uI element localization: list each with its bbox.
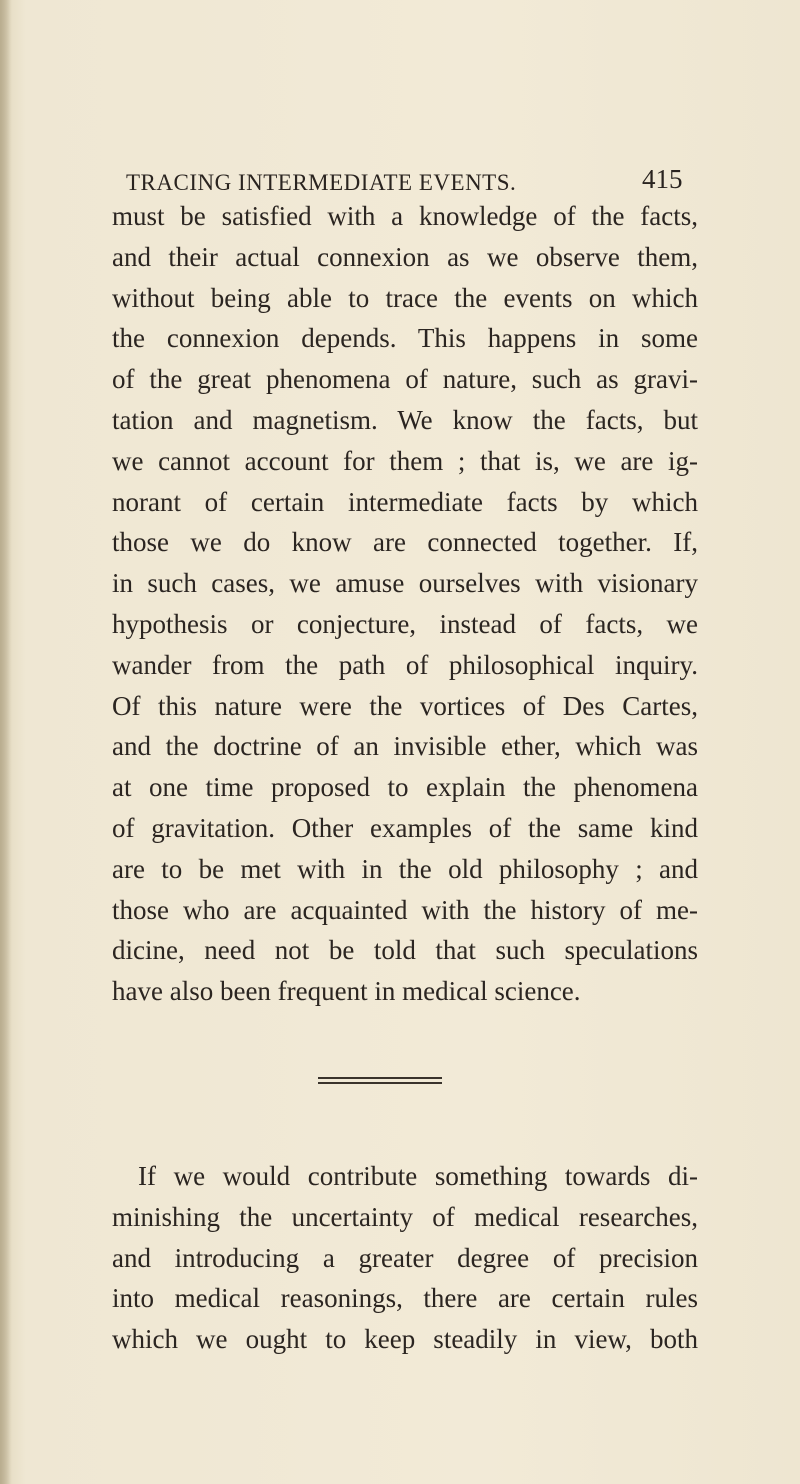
text-line: the connexion depends. This happens in some [112,323,698,354]
text-line: which we ought to keep steadily in view, both [112,1324,698,1355]
text-line: tation and magnetism. We know the facts, but [112,404,698,435]
text-line: those who are acquainted with the history of me- [112,894,698,925]
text-line: have also been frequent in medical science. [112,976,581,1007]
text-line: and the doctrine of an invisible ether, which was [112,731,698,762]
text-line: those we do know are connected together. If, [112,527,698,558]
section-divider-rule [318,1082,442,1084]
text-line: must be satisfied with a knowledge of the facts, [112,201,698,231]
section-divider-rule [318,1077,442,1079]
text-line: If we would contribute something towards di- [138,1161,698,1191]
text-line: Of this nature were the vortices of Des Cartes, [112,690,698,721]
text-line: hypothesis or conjecture, instead of facts, we [112,608,698,639]
text-line: at one time proposed to explain the phenomena [112,772,698,803]
text-line: in such cases, we amuse ourselves with visionary [112,568,698,599]
text-line: of gravitation. Other examples of the same kind [112,812,698,843]
text-line: we cannot account for them ; that is, we are ig- [112,445,698,476]
text-line: without being able to trace the events on which [112,282,698,313]
text-line: into medical reasonings, there are certain rules [112,1283,698,1314]
text-line: and introducing a greater degree of precision [112,1242,698,1273]
text-line: minishing the uncertainty of medical researches, [112,1201,698,1232]
paragraph-two [112,1156,698,1360]
binding-shadow [0,0,12,1484]
page-number: 415 [642,164,683,194]
text-line: wander from the path of philosophical inquiry. [112,649,698,680]
text-line: are to be met with in the old philosophy ; and [112,853,698,884]
running-title: TRACING INTERMEDIATE EVENTS. [126,170,517,195]
text-line: norant of certain intermediate facts by which [112,486,698,517]
paragraph-one [112,196,698,1012]
text-line: and their actual connexion as we observe them, [112,241,698,272]
text-line: dicine, need not be told that such speculations [112,935,698,966]
text-line: of the great phenomena of nature, such as gravi- [112,364,698,395]
